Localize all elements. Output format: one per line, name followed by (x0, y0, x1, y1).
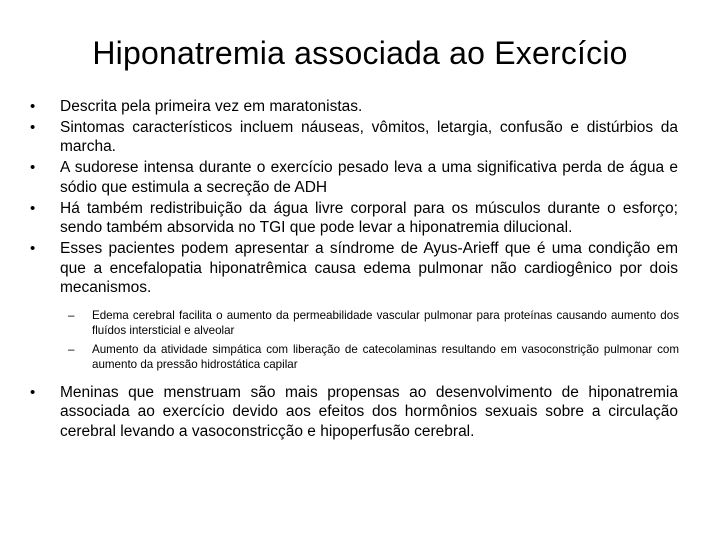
bullet-item: • Descrita pela primeira vez em maratonistas. (30, 97, 678, 117)
sub-bullet-list (68, 308, 679, 373)
bullet-list (30, 97, 678, 443)
bullet-item: • Sintomas característicos incluem náuseas, vômitos, letargia, confusão e distúrbios da marcha. (30, 118, 678, 157)
bullet-item: • Há também redistribuição da água livre corporal para os músculos durante o esforço; sendo também absorvida no TGI que pode levar a hiponatremia dilucional. (30, 199, 678, 238)
sub-bullet-item: – Edema cerebral facilita o aumento da permeabilidade vascular pulmonar para proteínas causando aumento dos fluídos intersticial e alveolar (68, 308, 679, 339)
bullet-item-final: • Meninas que menstruam são mais propensas ao desenvolvimento de hiponatremia associada ao exercício devido aos efeitos dos hormônios sexuais sobre a circulação cerebral levando a vasoconstricção e hipoperfusão cerebral. (30, 383, 678, 442)
bullet-item: • A sudorese intensa durante o exercício pesado leva a uma significativa perda de água e sódio que estimula a secreção de ADH (30, 158, 678, 197)
sub-bullet-item: – Aumento da atividade simpática com liberação de catecolaminas resultando em vasoconstrição pulmonar com aumento da pressão hidrostática capilar (68, 342, 679, 373)
sub-bullet-container (30, 308, 678, 373)
bullet-item: • Esses pacientes podem apresentar a síndrome de Ayus-Arieff que é uma condição em que a encefalopatia hiponatrêmica causa edema pulmonar não cardiogênico por dois mecanismos. (30, 239, 678, 298)
slide-title: Hiponatremia associada ao Exercício (92, 35, 628, 71)
